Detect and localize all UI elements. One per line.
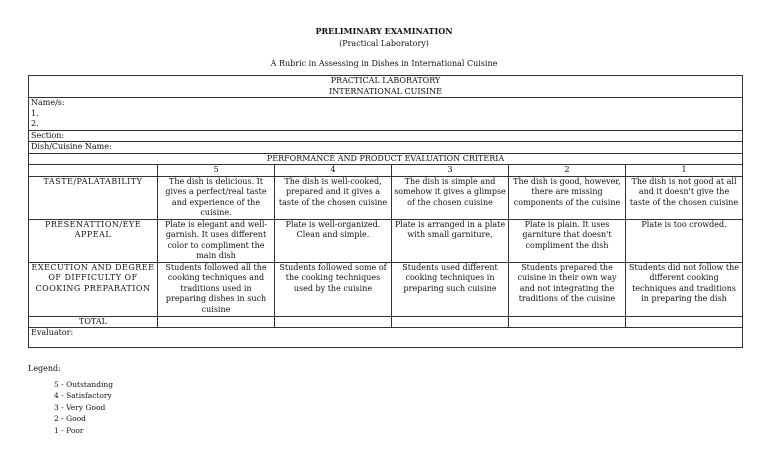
legend bbox=[28, 363, 113, 436]
legend-item: 4 - Satisfactory bbox=[54, 391, 112, 400]
exam-subtitle: (Practical Laboratory) bbox=[339, 39, 429, 48]
section-row bbox=[29, 130, 743, 142]
score-blank-cell bbox=[29, 165, 158, 177]
criteria-heading-row bbox=[29, 153, 743, 165]
legend-items bbox=[28, 379, 113, 437]
legend-item: 2 - Good bbox=[54, 414, 86, 423]
table-heading-row bbox=[29, 76, 743, 98]
criteria-cell: The dish is delicious. It gives a perfect/real taste and experience of the cuisine. bbox=[158, 176, 275, 219]
criteria-label: PRESENATTION/EYE APPEAL bbox=[29, 219, 158, 262]
criteria-cell: Plate is plain. It uses garniture that doesn't compliment the dish bbox=[509, 219, 626, 262]
total-cell bbox=[392, 316, 509, 328]
dish-row bbox=[29, 142, 743, 154]
criteria-row-presentation bbox=[29, 219, 743, 262]
criteria-cell: Students used different cooking techniques in preparing such cuisine bbox=[392, 262, 509, 316]
names-row bbox=[29, 98, 743, 131]
total-row bbox=[29, 316, 743, 328]
total-cell bbox=[509, 316, 626, 328]
criteria-cell: Plate is too crowded. bbox=[626, 219, 743, 262]
legend-item: 5 - Outstanding bbox=[54, 379, 114, 389]
exam-title: PRELIMINARY EXAMINATION bbox=[315, 26, 453, 36]
criteria-cell: Plate is elegant and well-garnish. It uses different color to compliment the main dish bbox=[158, 219, 275, 262]
score-row bbox=[29, 165, 743, 177]
legend-item: 1 - Poor bbox=[54, 425, 84, 435]
criteria-cell: Students prepared the cuisine in their own way and not integrating the traditions of the cuisine bbox=[509, 262, 626, 316]
score-4: 4 bbox=[275, 165, 392, 177]
criteria-cell: The dish is simple and somehow it gives a glimpse of the chosen cuisine bbox=[392, 176, 509, 219]
criteria-cell: The dish is well-cooked, prepared and it gives a taste of the chosen cuisine bbox=[275, 176, 392, 219]
legend-title: Legend: bbox=[28, 364, 61, 373]
criteria-cell: Plate is arranged in a plate with small garniture, bbox=[392, 219, 509, 262]
criteria-row-execution bbox=[29, 262, 743, 316]
criteria-cell: Students followed some of the cooking techniques used by the cuisine bbox=[275, 262, 392, 316]
criteria-cell: Students followed all the cooking techniques and traditions used in preparing dishes in such cuisine bbox=[158, 262, 275, 316]
legend-item: 3 - Very Good bbox=[54, 402, 106, 412]
dish-label: Dish/Cuisine Name: bbox=[29, 142, 743, 154]
total-cell bbox=[275, 316, 392, 328]
score-1: 1 bbox=[626, 165, 743, 177]
rubric-title: A Rubric in Assessing in Dishes in International Cuisine bbox=[270, 59, 498, 68]
criteria-cell: Plate is well-organized. Clean and simple. bbox=[275, 219, 392, 262]
total-cell bbox=[158, 316, 275, 328]
criteria-label: TASTE/PALATABILITY bbox=[29, 176, 158, 219]
criteria-row-taste bbox=[29, 176, 743, 219]
table-heading-2: INTERNATIONAL CUISINE bbox=[329, 86, 442, 96]
name-2: 2. bbox=[31, 119, 39, 128]
criteria-cell: The dish is not good at all and it doesn't give the taste of the chosen cuisine bbox=[626, 176, 743, 219]
names-label: Name/s: bbox=[31, 98, 65, 107]
name-1: 1. bbox=[31, 108, 39, 118]
rubric-table bbox=[28, 75, 743, 348]
total-cell bbox=[626, 316, 743, 328]
table-heading-1: PRACTICAL LABORATORY bbox=[330, 76, 441, 85]
score-5: 5 bbox=[158, 165, 275, 177]
criteria-label: EXECUTION AND DEGREE OF DIFFICULTY OF COOKING PREPARATION bbox=[29, 262, 158, 316]
evaluator-label: Evaluator: bbox=[29, 328, 743, 348]
criteria-heading: PERFORMANCE AND PRODUCT EVALUATION CRITERIA bbox=[29, 153, 743, 165]
evaluator-row bbox=[29, 328, 743, 348]
total-label: TOTAL bbox=[29, 316, 158, 328]
criteria-cell: Students did not follow the different cooking techniques and traditions in preparing the dish bbox=[626, 262, 743, 316]
criteria-cell: The dish is good, however, there are missing components of the cuisine bbox=[509, 176, 626, 219]
score-3: 3 bbox=[392, 165, 509, 177]
section-label: Section: bbox=[29, 130, 743, 142]
score-2: 2 bbox=[509, 165, 626, 177]
